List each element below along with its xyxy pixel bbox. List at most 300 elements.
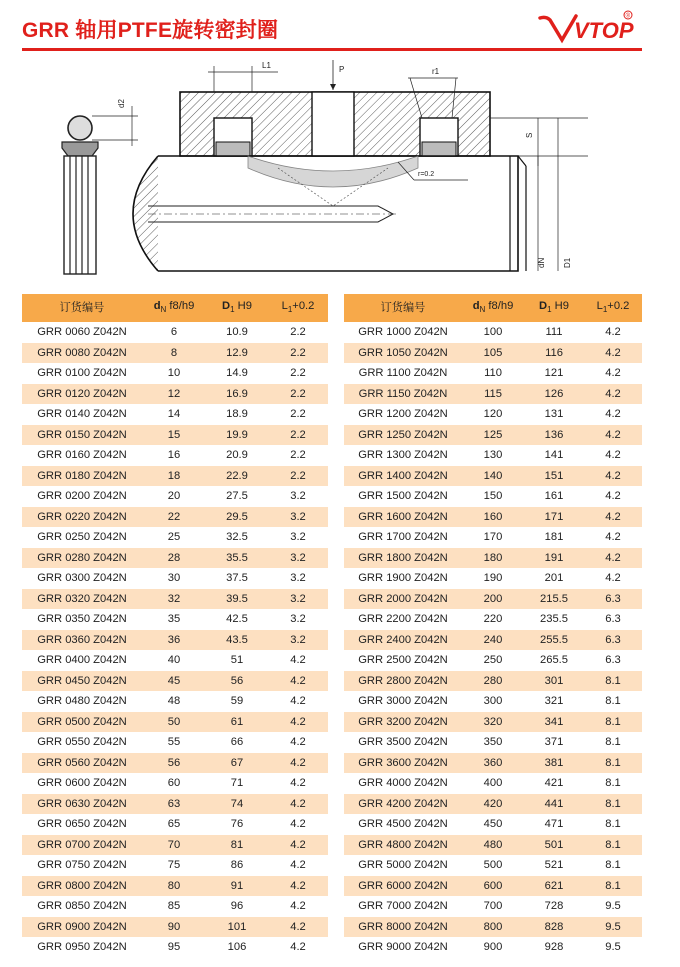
cell-dn: 55 xyxy=(142,732,206,753)
housing xyxy=(180,60,588,166)
cell-l1: 4.2 xyxy=(268,753,328,774)
cell-dn: 110 xyxy=(462,363,524,384)
table-row xyxy=(22,404,328,425)
cell-d1: 18.9 xyxy=(206,404,268,425)
cell-d1: 928 xyxy=(524,937,584,958)
cell-l1: 4.2 xyxy=(584,466,642,487)
cell-dn: 120 xyxy=(462,404,524,425)
table-row xyxy=(344,404,642,425)
table-row xyxy=(22,384,328,405)
cell-d1: 255.5 xyxy=(524,630,584,651)
cell-dn: 35 xyxy=(142,609,206,630)
cell-l1: 4.2 xyxy=(584,507,642,528)
cell-d1: 201 xyxy=(524,568,584,589)
cell-order-no: GRR 0400 Z042N xyxy=(22,650,142,671)
cell-order-no: GRR 1900 Z042N xyxy=(344,568,462,589)
cell-order-no: GRR 1800 Z042N xyxy=(344,548,462,569)
cell-dn: 130 xyxy=(462,445,524,466)
cell-d1: 106 xyxy=(206,937,268,958)
label-r-0-2: r=0.2 xyxy=(418,171,435,178)
cell-dn: 360 xyxy=(462,753,524,774)
cell-order-no: GRR 0480 Z042N xyxy=(22,691,142,712)
size-table-right xyxy=(344,294,642,958)
cell-l1: 2.2 xyxy=(268,384,328,405)
cell-l1: 4.2 xyxy=(584,363,642,384)
cell-dn: 90 xyxy=(142,917,206,938)
table-header-row xyxy=(22,294,328,322)
cell-order-no: GRR 0250 Z042N xyxy=(22,527,142,548)
cell-l1: 4.2 xyxy=(268,650,328,671)
cell-l1: 8.1 xyxy=(584,876,642,897)
cell-d1: 59 xyxy=(206,691,268,712)
cell-dn: 56 xyxy=(142,753,206,774)
cell-order-no: GRR 3500 Z042N xyxy=(344,732,462,753)
cell-order-no: GRR 0320 Z042N xyxy=(22,589,142,610)
table-row xyxy=(22,548,328,569)
cell-dn: 240 xyxy=(462,630,524,651)
cell-l1: 2.2 xyxy=(268,445,328,466)
cell-d1: 501 xyxy=(524,835,584,856)
cell-order-no: GRR 0160 Z042N xyxy=(22,445,142,466)
cell-dn: 8 xyxy=(142,343,206,364)
cell-d1: 111 xyxy=(524,322,584,343)
col-order-no: 订货编号 xyxy=(22,294,142,322)
cell-d1: 101 xyxy=(206,917,268,938)
cell-order-no: GRR 0280 Z042N xyxy=(22,548,142,569)
col-l1: $L_1+0.2$ xyxy=(268,294,328,322)
cell-order-no: GRR 1250 Z042N xyxy=(344,425,462,446)
cell-d1: 471 xyxy=(524,814,584,835)
cell-l1: 4.2 xyxy=(268,937,328,958)
table-row xyxy=(344,671,642,692)
cell-d1: 126 xyxy=(524,384,584,405)
cell-dn: 480 xyxy=(462,835,524,856)
table-row xyxy=(22,876,328,897)
cell-d1: 29.5 xyxy=(206,507,268,528)
cell-d1: 16.9 xyxy=(206,384,268,405)
cell-l1: 9.5 xyxy=(584,937,642,958)
cell-order-no: GRR 0220 Z042N xyxy=(22,507,142,528)
table-row xyxy=(22,937,328,958)
table-row xyxy=(344,794,642,815)
cell-l1: 2.2 xyxy=(268,322,328,343)
cell-d1: 301 xyxy=(524,671,584,692)
cell-dn: 220 xyxy=(462,609,524,630)
cell-d1: 39.5 xyxy=(206,589,268,610)
cell-d1: 171 xyxy=(524,507,584,528)
cell-order-no: GRR 2400 Z042N xyxy=(344,630,462,651)
col-d1: $D_1$ H9 xyxy=(524,294,584,322)
cell-l1: 4.2 xyxy=(268,773,328,794)
cell-order-no: GRR 2000 Z042N xyxy=(344,589,462,610)
cell-order-no: GRR 4800 Z042N xyxy=(344,835,462,856)
cell-l1: 8.1 xyxy=(584,855,642,876)
cell-dn: 36 xyxy=(142,630,206,651)
cell-order-no: GRR 0100 Z042N xyxy=(22,363,142,384)
cell-order-no: GRR 1300 Z042N xyxy=(344,445,462,466)
cell-order-no: GRR 1000 Z042N xyxy=(344,322,462,343)
cell-d1: 521 xyxy=(524,855,584,876)
cell-d1: 43.5 xyxy=(206,630,268,651)
table-row xyxy=(22,794,328,815)
cell-order-no: GRR 4200 Z042N xyxy=(344,794,462,815)
cell-d1: 76 xyxy=(206,814,268,835)
cell-dn: 18 xyxy=(142,466,206,487)
cell-d1: 235.5 xyxy=(524,609,584,630)
cell-order-no: GRR 0560 Z042N xyxy=(22,753,142,774)
cell-l1: 3.2 xyxy=(268,630,328,651)
cell-d1: 341 xyxy=(524,712,584,733)
cell-d1: 67 xyxy=(206,753,268,774)
col-d1: $D_1$ H9 xyxy=(206,294,268,322)
seal-profile-view xyxy=(62,99,138,274)
cell-order-no: GRR 0180 Z042N xyxy=(22,466,142,487)
cell-order-no: GRR 0300 Z042N xyxy=(22,568,142,589)
table-row xyxy=(22,732,328,753)
table-row xyxy=(344,773,642,794)
table-row xyxy=(344,445,642,466)
cell-d1: 20.9 xyxy=(206,445,268,466)
cell-d1: 66 xyxy=(206,732,268,753)
cell-order-no: GRR 0120 Z042N xyxy=(22,384,142,405)
table-row xyxy=(344,937,642,958)
cell-l1: 3.2 xyxy=(268,609,328,630)
cell-l1: 4.2 xyxy=(268,712,328,733)
cell-l1: 8.1 xyxy=(584,835,642,856)
table-row xyxy=(344,650,642,671)
table-row xyxy=(22,363,328,384)
table-row xyxy=(22,917,328,938)
col-dn: $d_N$ f8/h9 xyxy=(142,294,206,322)
cell-order-no: GRR 3200 Z042N xyxy=(344,712,462,733)
table-row xyxy=(22,486,328,507)
table-row xyxy=(344,630,642,651)
cell-d1: 19.9 xyxy=(206,425,268,446)
cell-order-no: GRR 3600 Z042N xyxy=(344,753,462,774)
cell-d1: 37.5 xyxy=(206,568,268,589)
cell-order-no: GRR 0450 Z042N xyxy=(22,671,142,692)
table-row xyxy=(22,527,328,548)
cell-order-no: GRR 2800 Z042N xyxy=(344,671,462,692)
cell-dn: 250 xyxy=(462,650,524,671)
table-row xyxy=(344,814,642,835)
cell-order-no: GRR 9000 Z042N xyxy=(344,937,462,958)
cell-l1: 9.5 xyxy=(584,917,642,938)
cell-order-no: GRR 0750 Z042N xyxy=(22,855,142,876)
table-row xyxy=(344,896,642,917)
table-row xyxy=(22,753,328,774)
table-row xyxy=(344,548,642,569)
registered-mark: ® xyxy=(625,13,631,20)
table-row xyxy=(344,384,642,405)
cell-order-no: GRR 1600 Z042N xyxy=(344,507,462,528)
cell-d1: 91 xyxy=(206,876,268,897)
cell-l1: 4.2 xyxy=(268,794,328,815)
cell-dn: 20 xyxy=(142,486,206,507)
table-row xyxy=(344,589,642,610)
col-l1: $L_1+0.2$ xyxy=(584,294,642,322)
cell-d1: 136 xyxy=(524,425,584,446)
cell-l1: 4.2 xyxy=(268,671,328,692)
cell-order-no: GRR 1700 Z042N xyxy=(344,527,462,548)
cell-order-no: GRR 0080 Z042N xyxy=(22,343,142,364)
cell-d1: 81 xyxy=(206,835,268,856)
table-row xyxy=(344,322,642,343)
cell-d1: 131 xyxy=(524,404,584,425)
cell-dn: 400 xyxy=(462,773,524,794)
cell-dn: 100 xyxy=(462,322,524,343)
cell-d1: 12.9 xyxy=(206,343,268,364)
cell-d1: 215.5 xyxy=(524,589,584,610)
cell-l1: 3.2 xyxy=(268,568,328,589)
seal-cross-section-drawing xyxy=(48,56,608,281)
cell-order-no: GRR 0150 Z042N xyxy=(22,425,142,446)
cell-d1: 74 xyxy=(206,794,268,815)
table-row xyxy=(22,445,328,466)
cell-d1: 27.5 xyxy=(206,486,268,507)
table-row xyxy=(344,343,642,364)
cell-dn: 70 xyxy=(142,835,206,856)
cell-dn: 170 xyxy=(462,527,524,548)
logo-text: VTOP xyxy=(574,18,634,43)
cell-dn: 420 xyxy=(462,794,524,815)
cell-d1: 61 xyxy=(206,712,268,733)
table-row xyxy=(22,712,328,733)
cell-order-no: GRR 0600 Z042N xyxy=(22,773,142,794)
cell-order-no: GRR 0650 Z042N xyxy=(22,814,142,835)
cell-l1: 4.2 xyxy=(584,445,642,466)
cell-order-no: GRR 0700 Z042N xyxy=(22,835,142,856)
label-l1: L1 xyxy=(262,61,271,70)
label-dn: dN xyxy=(537,257,546,268)
cell-d1: 71 xyxy=(206,773,268,794)
table-row xyxy=(22,671,328,692)
cell-order-no: GRR 8000 Z042N xyxy=(344,917,462,938)
table-row xyxy=(22,589,328,610)
table-header-row xyxy=(344,294,642,322)
cell-order-no: GRR 1100 Z042N xyxy=(344,363,462,384)
label-r1: r1 xyxy=(432,67,440,76)
cell-dn: 10 xyxy=(142,363,206,384)
cell-l1: 4.2 xyxy=(268,691,328,712)
cell-dn: 500 xyxy=(462,855,524,876)
cell-d1: 265.5 xyxy=(524,650,584,671)
cell-l1: 4.2 xyxy=(584,322,642,343)
table-row xyxy=(344,753,642,774)
cell-dn: 300 xyxy=(462,691,524,712)
cell-dn: 150 xyxy=(462,486,524,507)
cell-order-no: GRR 1200 Z042N xyxy=(344,404,462,425)
table-row xyxy=(22,896,328,917)
header-divider xyxy=(22,48,642,51)
cell-dn: 16 xyxy=(142,445,206,466)
cell-d1: 121 xyxy=(524,363,584,384)
cell-l1: 3.2 xyxy=(268,527,328,548)
cell-d1: 421 xyxy=(524,773,584,794)
col-order-no: 订货编号 xyxy=(344,294,462,322)
table-row xyxy=(344,507,642,528)
cell-dn: 15 xyxy=(142,425,206,446)
label-s: S xyxy=(525,132,534,138)
cell-order-no: GRR 4500 Z042N xyxy=(344,814,462,835)
cell-l1: 3.2 xyxy=(268,486,328,507)
table-row xyxy=(22,835,328,856)
cell-order-no: GRR 5000 Z042N xyxy=(344,855,462,876)
cell-l1: 6.3 xyxy=(584,609,642,630)
cell-l1: 4.2 xyxy=(268,876,328,897)
cell-l1: 2.2 xyxy=(268,404,328,425)
cell-l1: 4.2 xyxy=(584,425,642,446)
cell-dn: 190 xyxy=(462,568,524,589)
cell-order-no: GRR 0060 Z042N xyxy=(22,322,142,343)
cell-dn: 60 xyxy=(142,773,206,794)
table-row xyxy=(344,691,642,712)
cell-l1: 4.2 xyxy=(584,548,642,569)
cell-dn: 350 xyxy=(462,732,524,753)
cell-d1: 42.5 xyxy=(206,609,268,630)
cell-order-no: GRR 3000 Z042N xyxy=(344,691,462,712)
table-row xyxy=(344,835,642,856)
cell-order-no: GRR 0800 Z042N xyxy=(22,876,142,897)
cell-l1: 4.2 xyxy=(584,384,642,405)
cell-d1: 161 xyxy=(524,486,584,507)
cell-dn: 28 xyxy=(142,548,206,569)
cell-dn: 6 xyxy=(142,322,206,343)
cell-dn: 80 xyxy=(142,876,206,897)
table-row xyxy=(22,507,328,528)
table-row xyxy=(22,609,328,630)
cell-l1: 8.1 xyxy=(584,773,642,794)
cell-d1: 141 xyxy=(524,445,584,466)
cell-dn: 140 xyxy=(462,466,524,487)
table-row xyxy=(22,691,328,712)
cell-l1: 8.1 xyxy=(584,691,642,712)
cell-order-no: GRR 1050 Z042N xyxy=(344,343,462,364)
label-d1: D1 xyxy=(563,257,572,268)
cell-l1: 6.3 xyxy=(584,630,642,651)
table-row xyxy=(22,568,328,589)
table-row xyxy=(344,527,642,548)
cell-l1: 4.2 xyxy=(268,855,328,876)
table-row xyxy=(22,322,328,343)
cell-dn: 48 xyxy=(142,691,206,712)
cell-l1: 4.2 xyxy=(268,917,328,938)
cell-l1: 3.2 xyxy=(268,589,328,610)
cell-l1: 4.2 xyxy=(268,835,328,856)
cell-dn: 32 xyxy=(142,589,206,610)
cell-dn: 450 xyxy=(462,814,524,835)
cell-dn: 105 xyxy=(462,343,524,364)
table-row xyxy=(344,425,642,446)
table-row xyxy=(344,732,642,753)
table-row xyxy=(22,630,328,651)
cell-d1: 321 xyxy=(524,691,584,712)
cell-dn: 160 xyxy=(462,507,524,528)
cell-l1: 3.2 xyxy=(268,548,328,569)
table-row xyxy=(22,814,328,835)
cell-l1: 8.1 xyxy=(584,814,642,835)
table-row xyxy=(344,363,642,384)
cell-order-no: GRR 1500 Z042N xyxy=(344,486,462,507)
cell-l1: 2.2 xyxy=(268,343,328,364)
cell-order-no: GRR 0140 Z042N xyxy=(22,404,142,425)
cell-dn: 180 xyxy=(462,548,524,569)
cell-dn: 30 xyxy=(142,568,206,589)
cell-order-no: GRR 0350 Z042N xyxy=(22,609,142,630)
table-row xyxy=(344,917,642,938)
cell-l1: 8.1 xyxy=(584,712,642,733)
cell-d1: 32.5 xyxy=(206,527,268,548)
cell-dn: 50 xyxy=(142,712,206,733)
cell-order-no: GRR 1400 Z042N xyxy=(344,466,462,487)
cell-l1: 4.2 xyxy=(584,568,642,589)
table-row xyxy=(344,712,642,733)
table-row xyxy=(344,609,642,630)
table-row xyxy=(344,486,642,507)
label-d2: d2 xyxy=(117,99,126,108)
cell-order-no: GRR 2200 Z042N xyxy=(344,609,462,630)
table-row xyxy=(22,773,328,794)
cell-dn: 280 xyxy=(462,671,524,692)
cell-order-no: GRR 4000 Z042N xyxy=(344,773,462,794)
cell-d1: 371 xyxy=(524,732,584,753)
table-row xyxy=(22,425,328,446)
cell-l1: 6.3 xyxy=(584,589,642,610)
cell-d1: 35.5 xyxy=(206,548,268,569)
cell-dn: 65 xyxy=(142,814,206,835)
cell-l1: 4.2 xyxy=(584,343,642,364)
cell-d1: 621 xyxy=(524,876,584,897)
col-dn: $d_N$ f8/h9 xyxy=(462,294,524,322)
cell-dn: 125 xyxy=(462,425,524,446)
cell-l1: 4.2 xyxy=(268,732,328,753)
cell-dn: 63 xyxy=(142,794,206,815)
table-row xyxy=(344,876,642,897)
table-row xyxy=(22,466,328,487)
cell-l1: 4.2 xyxy=(268,814,328,835)
table-row xyxy=(22,343,328,364)
cell-l1: 6.3 xyxy=(584,650,642,671)
cell-order-no: GRR 0500 Z042N xyxy=(22,712,142,733)
page-title: GRR 轴用PTFE旋转密封圈 xyxy=(22,19,279,42)
cell-l1: 4.2 xyxy=(584,527,642,548)
cell-dn: 700 xyxy=(462,896,524,917)
cell-dn: 45 xyxy=(142,671,206,692)
cell-d1: 181 xyxy=(524,527,584,548)
cell-dn: 200 xyxy=(462,589,524,610)
cell-d1: 96 xyxy=(206,896,268,917)
cell-d1: 191 xyxy=(524,548,584,569)
cell-d1: 828 xyxy=(524,917,584,938)
cell-d1: 381 xyxy=(524,753,584,774)
cell-d1: 86 xyxy=(206,855,268,876)
cell-d1: 56 xyxy=(206,671,268,692)
cell-l1: 2.2 xyxy=(268,425,328,446)
cell-order-no: GRR 1150 Z042N xyxy=(344,384,462,405)
cell-dn: 115 xyxy=(462,384,524,405)
cell-dn: 22 xyxy=(142,507,206,528)
cell-dn: 85 xyxy=(142,896,206,917)
cell-order-no: GRR 0630 Z042N xyxy=(22,794,142,815)
cell-order-no: GRR 0950 Z042N xyxy=(22,937,142,958)
cell-order-no: GRR 0900 Z042N xyxy=(22,917,142,938)
cell-l1: 8.1 xyxy=(584,753,642,774)
cell-l1: 8.1 xyxy=(584,671,642,692)
cell-d1: 22.9 xyxy=(206,466,268,487)
cell-order-no: GRR 6000 Z042N xyxy=(344,876,462,897)
cell-l1: 4.2 xyxy=(268,896,328,917)
cell-l1: 8.1 xyxy=(584,794,642,815)
